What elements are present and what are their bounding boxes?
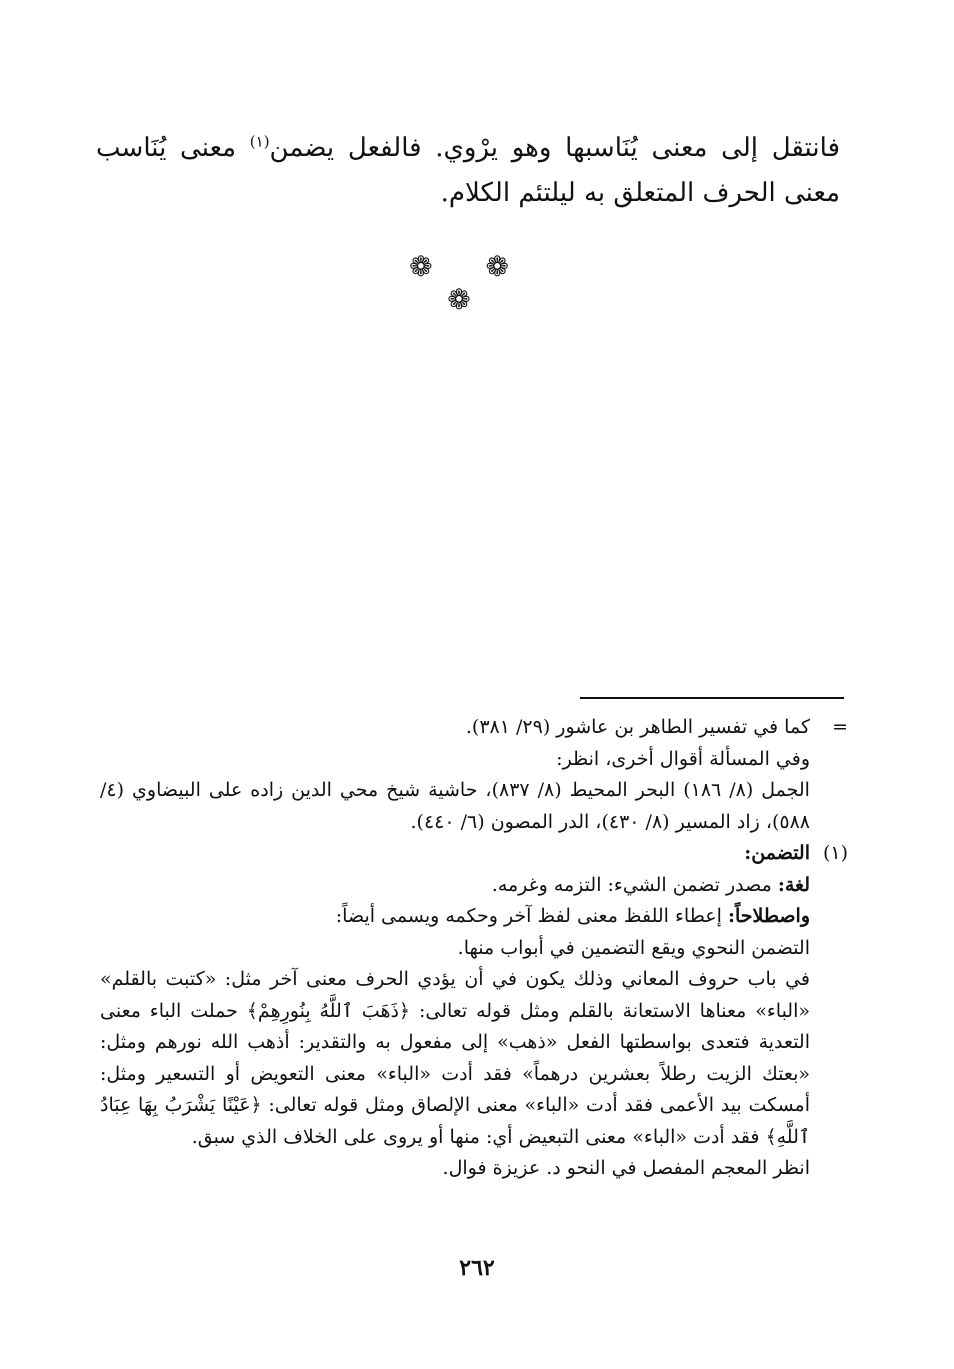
footnote-line: كما في تفسير الطاهر بن عاشور (٢٩/ ٣٨١). [465,716,810,738]
main-paragraph-part1: فانتقل إلى معنى يُنَاسبها وهو يرْوي. فالفعل يضمن [269,133,840,163]
continuation-marker: = [832,716,848,738]
nahwi-line: التضمن النحوي ويقع التضمين في أبواب منها. [457,936,810,959]
istilah-definition [100,901,810,933]
istilah-label: واصطلاحاً: [727,905,810,927]
main-paragraph [96,126,840,216]
footnote-line: الجمل (٨/ ١٨٦) البحر المحيط (٨/ ٨٣٧)، حاشية شيخ محي الدين زاده على البيضاوي (٤/ ٥٨٨)، زاد المسير (٨/ ٤٣٠)، الدر المصون (٦/ ٤٤٠). [100,779,810,833]
footnote-1-body [100,838,810,1185]
footnote-1-marker: (١) [822,842,848,864]
footnote-reference[interactable]: (١) [249,132,270,151]
page-number: ٢٦٢ [459,1255,495,1281]
section-separator-stars: ❁ ❁ ❁ [409,250,531,316]
lugha-definition [100,870,810,902]
continuation-body [100,712,810,838]
footnote-1-heading: التضمن: [744,842,810,864]
huruf-paragraph: في باب حروف المعاني وذلك يكون في أن يؤدي الحرف معنى آخر مثل: «كتبت بالقلم» «الباء» معناها الاستعانة بالقلم ومثل قوله تعالى: ﴿ذَهَبَ ٱللَّهُ بِنُورِهِمْ﴾ حملت الباء معنى التعدية فتعدى بواسطتها الفعل «ذهب» إلى مفعول به والتقدير: أذهب الله نورهم ومثل: «بعتك الزيت رطلاً بعشرين درهماً» فقد أدت «الباء» معنى التعويض أو التسعير ومثل: أمسكت بيد الأعمى فقد أدت «الباء» معنى الإلصاق ومثل قوله تعالى: ﴿عَيْنًا يَشْرَبُ بِهَا عِبَادُ ٱللَّهِ﴾ فقد أدت «الباء» معنى التبعيض أي: منها أو يروى على الخلاف الذي سبق. [100,968,810,1148]
lugha-label: لغة: [777,873,810,896]
footnotes-area [100,712,848,1185]
reference-line: انظر المعجم المفصل في النحو د. عزيزة فوال. [442,1157,810,1179]
footnote-continuation [100,712,848,838]
footnote-line: وفي المسألة أقوال أخرى، انظر: [556,747,810,770]
footnote-1 [100,838,848,1185]
main-paragraph-part2: معنى يُنَاسب معنى الحرف المتعلق به ليلتئم الكلام. [96,133,840,208]
istilah-text: إعطاء اللفظ معنى لفظ آخر وحكمه ويسمى أيضاً: [335,905,728,927]
footnote-divider [580,697,844,699]
lugha-text: مصدر تضمن الشيء: التزمه وغرمه. [491,873,778,896]
